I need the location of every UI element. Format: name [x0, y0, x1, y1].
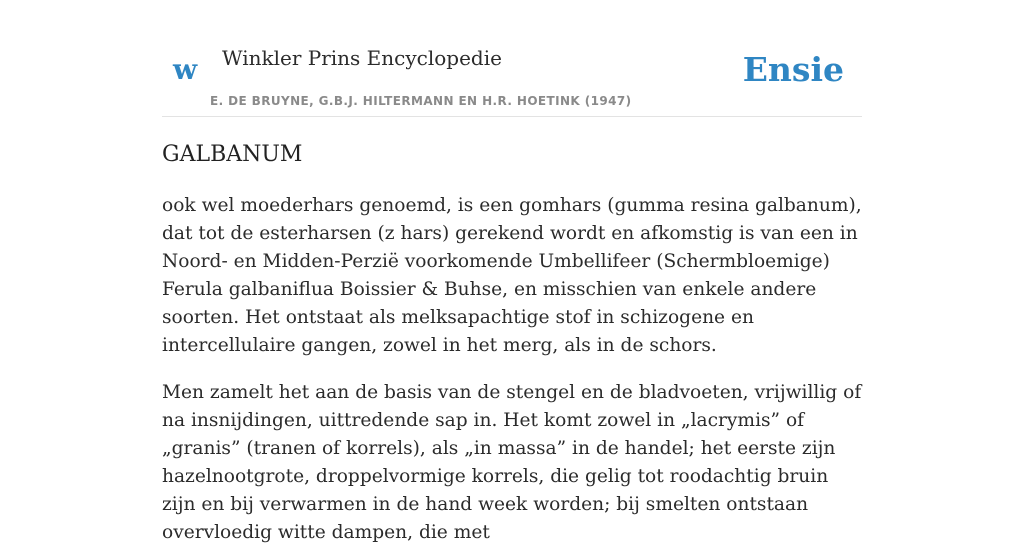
- site-title-link[interactable]: Winkler Prins Encyclopedie: [222, 46, 502, 70]
- article-title: GALBANUM: [162, 142, 303, 167]
- ensie-brand-link[interactable]: Ensie: [742, 50, 844, 89]
- article-paragraph: Men zamelt het aan de basis van de stengel en de bladvoeten, vrijwillig of na insnijdingen, uittredende sap in. Het komt zowel in „lacrymis” of „granis” (tranen of korrels), als „in massa” in de handel; het eerste zijn hazelnootgrote, droppelvormige korrels, die gelig tot roodachtig bruin zijn en bij verwarmen in de hand week worden; bij smelten ontstaan overvloedig witte dampen, die met: [162, 382, 862, 543]
- article-paragraph: ook wel moederhars genoemd, is een gomhars (gumma resina galbanum), dat tot de esterharsen (z hars) gerekend wordt en afkomstig is van een in Noord- en Midden-Perzië voorkomende Umbellifeer (Schermbloemige) Ferula galbaniflua Boissier & Buhse, en misschien van enkele andere soorten. Het ontstaat als melksapachtige stof in schizogene en intercellulaire gangen, zowel in het merg, als in de schors.: [162, 195, 862, 356]
- source-authors: E. DE BRUYNE, G.B.J. HILTERMANN EN H.R. HOETINK (1947): [210, 94, 632, 108]
- site-header: [162, 0, 862, 117]
- article: [162, 138, 864, 547]
- winkler-prins-logo[interactable]: w: [173, 53, 198, 86]
